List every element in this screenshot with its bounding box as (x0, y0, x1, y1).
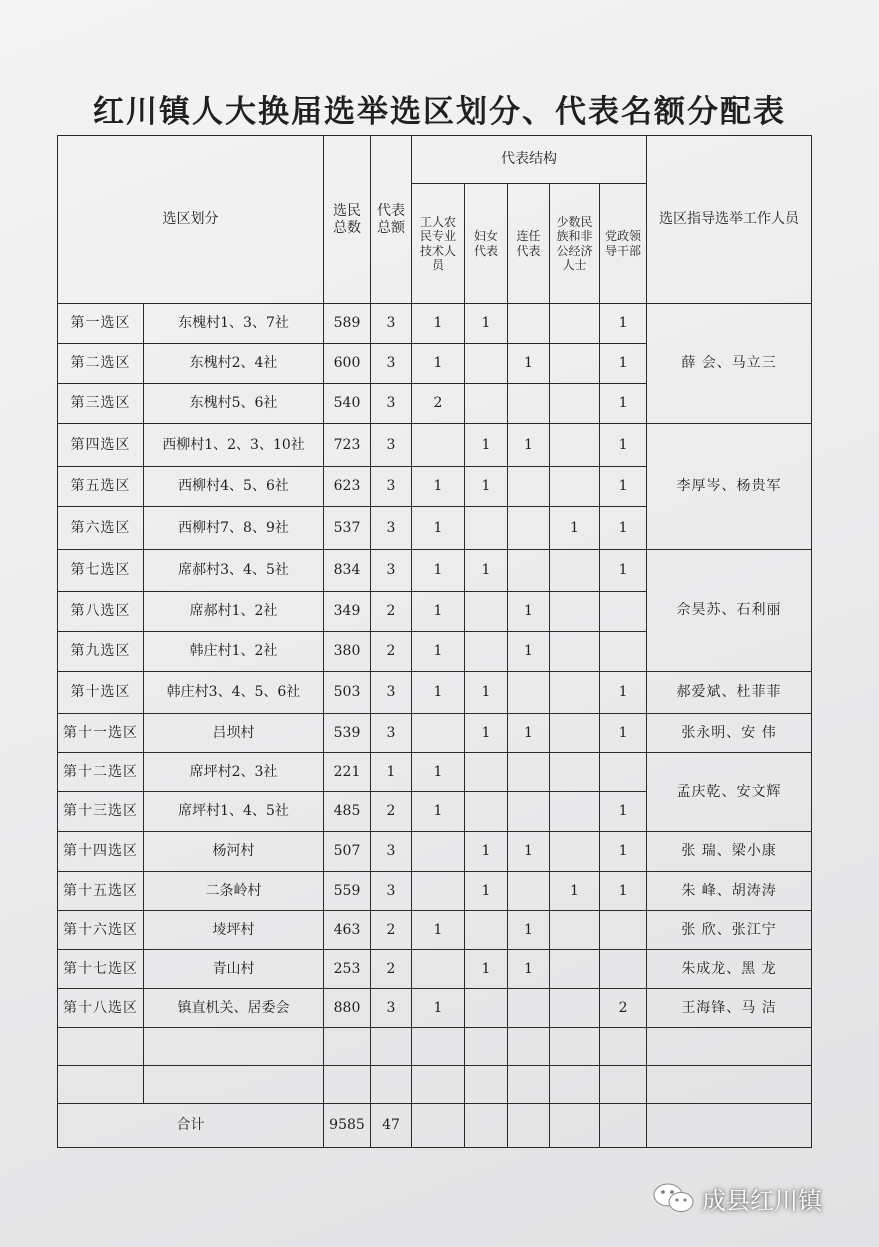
cell-empty (550, 1066, 600, 1104)
cell-minority (550, 344, 600, 384)
table-row (58, 832, 812, 872)
header-workers: 工人农民专业技术人员 (412, 184, 465, 304)
cell-empty (144, 1066, 324, 1104)
cell-area: 堎坪村 (144, 911, 324, 950)
cell-workers: 1 (412, 911, 465, 950)
cell-reelected: 1 (508, 424, 550, 467)
cell-voters: 380 (324, 632, 371, 672)
cell-empty (508, 1066, 550, 1104)
cell-party (600, 753, 647, 792)
cell-reelected (508, 304, 550, 344)
cell-district: 第十六选区 (58, 911, 144, 950)
cell-total: 3 (371, 872, 412, 911)
header-staff: 选区指导选举工作人员 (647, 136, 812, 304)
header-division: 选区划分 (58, 136, 324, 304)
cell-empty (508, 1104, 550, 1148)
cell-party (600, 950, 647, 989)
cell-total: 3 (371, 550, 412, 592)
cell-workers (412, 714, 465, 753)
cell-total: 2 (371, 632, 412, 672)
table-row (58, 911, 812, 950)
cell-party: 2 (600, 989, 647, 1028)
cell-empty (600, 1066, 647, 1104)
cell-minority (550, 753, 600, 792)
cell-empty (324, 1066, 371, 1104)
cell-total: 3 (371, 507, 412, 550)
cell-party: 1 (600, 832, 647, 872)
cell-district: 第十八选区 (58, 989, 144, 1028)
header-reelected: 连任代表 (508, 184, 550, 304)
cell-voters: 463 (324, 911, 371, 950)
cell-minority (550, 672, 600, 714)
cell-district: 第十一选区 (58, 714, 144, 753)
cell-empty (412, 1028, 465, 1066)
cell-area: 杨河村 (144, 832, 324, 872)
cell-party: 1 (600, 872, 647, 911)
cell-party: 1 (600, 304, 647, 344)
cell-voters: 253 (324, 950, 371, 989)
cell-district: 第四选区 (58, 424, 144, 467)
cell-women: 1 (465, 832, 508, 872)
cell-empty (647, 1104, 812, 1148)
cell-voters: 559 (324, 872, 371, 911)
watermark-text: 成县红川镇 (702, 1186, 822, 1215)
cell-minority (550, 467, 600, 507)
cell-women (465, 344, 508, 384)
cell-district: 第十七选区 (58, 950, 144, 989)
cell-empty (600, 1104, 647, 1148)
totals-row (58, 1104, 812, 1148)
cell-total: 3 (371, 304, 412, 344)
cell-party: 1 (600, 344, 647, 384)
cell-staff: 孟庆乾、安文辉 (647, 753, 812, 832)
empty-row (58, 1066, 812, 1104)
table-row (58, 950, 812, 989)
cell-district: 第七选区 (58, 550, 144, 592)
cell-workers: 1 (412, 467, 465, 507)
cell-district: 第八选区 (58, 592, 144, 632)
cell-women: 1 (465, 714, 508, 753)
cell-area: 席郝村3、4、5社 (144, 550, 324, 592)
cell-women: 1 (465, 950, 508, 989)
cell-women: 1 (465, 550, 508, 592)
cell-voters: 723 (324, 424, 371, 467)
header-minority: 少数民族和非公经济人士 (550, 184, 600, 304)
cell-area: 韩庄村3、4、5、6社 (144, 672, 324, 714)
cell-area: 吕坝村 (144, 714, 324, 753)
cell-party: 1 (600, 507, 647, 550)
cell-voters: 880 (324, 989, 371, 1028)
cell-reelected (508, 672, 550, 714)
cell-workers: 1 (412, 507, 465, 550)
cell-voters: 600 (324, 344, 371, 384)
cell-total: 3 (371, 424, 412, 467)
cell-workers: 1 (412, 304, 465, 344)
table-row (58, 989, 812, 1028)
cell-area: 韩庄村1、2社 (144, 632, 324, 672)
cell-women: 1 (465, 672, 508, 714)
cell-minority (550, 989, 600, 1028)
cell-staff: 朱成龙、黑 龙 (647, 950, 812, 989)
cell-district: 第二选区 (58, 344, 144, 384)
cell-area: 二条岭村 (144, 872, 324, 911)
cell-voters: 540 (324, 384, 371, 424)
cell-empty (58, 1028, 144, 1066)
cell-reelected (508, 467, 550, 507)
cell-party: 1 (600, 384, 647, 424)
cell-empty (58, 1066, 144, 1104)
totals-voters: 9585 (324, 1104, 371, 1148)
cell-empty (371, 1028, 412, 1066)
cell-minority (550, 911, 600, 950)
header-women: 妇女代表 (465, 184, 508, 304)
cell-area: 席坪村2、3社 (144, 753, 324, 792)
cell-women (465, 989, 508, 1028)
cell-area: 西柳村1、2、3、10社 (144, 424, 324, 467)
cell-total: 2 (371, 950, 412, 989)
cell-voters: 834 (324, 550, 371, 592)
cell-district: 第三选区 (58, 384, 144, 424)
cell-area: 东槐村2、4社 (144, 344, 324, 384)
cell-reelected (508, 384, 550, 424)
cell-empty (508, 1028, 550, 1066)
table-row (58, 424, 812, 467)
cell-minority (550, 632, 600, 672)
cell-area: 席坪村1、4、5社 (144, 792, 324, 832)
cell-minority (550, 384, 600, 424)
cell-women (465, 592, 508, 632)
cell-workers (412, 424, 465, 467)
cell-party: 1 (600, 550, 647, 592)
cell-empty (647, 1066, 812, 1104)
cell-total: 2 (371, 592, 412, 632)
cell-district: 第十五选区 (58, 872, 144, 911)
cell-party: 1 (600, 672, 647, 714)
cell-empty (324, 1028, 371, 1066)
cell-area: 镇直机关、居委会 (144, 989, 324, 1028)
cell-women: 1 (465, 424, 508, 467)
cell-women: 1 (465, 467, 508, 507)
cell-minority (550, 714, 600, 753)
cell-staff: 朱 峰、胡涛涛 (647, 872, 812, 911)
cell-total: 3 (371, 384, 412, 424)
cell-district: 第十四选区 (58, 832, 144, 872)
cell-party (600, 632, 647, 672)
cell-voters: 485 (324, 792, 371, 832)
cell-staff: 张 欣、张江宁 (647, 911, 812, 950)
cell-workers: 1 (412, 753, 465, 792)
cell-workers (412, 950, 465, 989)
cell-workers: 1 (412, 550, 465, 592)
empty-row (58, 1028, 812, 1066)
cell-total: 3 (371, 672, 412, 714)
cell-reelected (508, 753, 550, 792)
header-party: 党政领导干部 (600, 184, 647, 304)
cell-women (465, 753, 508, 792)
cell-empty (465, 1066, 508, 1104)
cell-minority (550, 304, 600, 344)
cell-staff: 王海锋、马 洁 (647, 989, 812, 1028)
cell-minority (550, 424, 600, 467)
cell-voters: 539 (324, 714, 371, 753)
watermark (652, 1178, 822, 1218)
cell-party: 1 (600, 792, 647, 832)
cell-women (465, 507, 508, 550)
cell-total: 2 (371, 911, 412, 950)
cell-party (600, 592, 647, 632)
cell-empty (465, 1104, 508, 1148)
cell-voters: 349 (324, 592, 371, 632)
cell-minority (550, 550, 600, 592)
cell-reelected (508, 872, 550, 911)
cell-empty (371, 1066, 412, 1104)
cell-minority (550, 792, 600, 832)
cell-party (600, 911, 647, 950)
cell-total: 3 (371, 832, 412, 872)
table-row (58, 672, 812, 714)
cell-workers: 2 (412, 384, 465, 424)
cell-minority: 1 (550, 507, 600, 550)
cell-party: 1 (600, 467, 647, 507)
cell-staff: 佘昊苏、石利丽 (647, 550, 812, 672)
table-row (58, 304, 812, 344)
header-structure: 代表结构 (412, 136, 647, 184)
wechat-icon (652, 1181, 696, 1215)
cell-workers: 1 (412, 632, 465, 672)
cell-voters: 589 (324, 304, 371, 344)
cell-reelected (508, 507, 550, 550)
header-row-1 (58, 136, 812, 184)
table-row (58, 714, 812, 753)
cell-minority (550, 592, 600, 632)
cell-voters: 507 (324, 832, 371, 872)
totals-deputies: 47 (371, 1104, 412, 1148)
cell-reelected: 1 (508, 632, 550, 672)
cell-reelected: 1 (508, 950, 550, 989)
cell-district: 第五选区 (58, 467, 144, 507)
cell-voters: 623 (324, 467, 371, 507)
cell-empty (465, 1028, 508, 1066)
cell-workers (412, 832, 465, 872)
table-row (58, 753, 812, 792)
totals-label: 合计 (58, 1104, 324, 1148)
cell-reelected (508, 792, 550, 832)
cell-workers: 1 (412, 592, 465, 632)
cell-empty (412, 1066, 465, 1104)
cell-empty (412, 1104, 465, 1148)
cell-total: 1 (371, 753, 412, 792)
allocation-table (57, 135, 812, 1148)
cell-empty (550, 1104, 600, 1148)
cell-reelected: 1 (508, 344, 550, 384)
cell-district: 第十选区 (58, 672, 144, 714)
cell-workers: 1 (412, 672, 465, 714)
cell-women: 1 (465, 872, 508, 911)
header-total-deputies: 代表总额 (371, 136, 412, 304)
cell-total: 3 (371, 467, 412, 507)
cell-total: 3 (371, 344, 412, 384)
cell-total: 2 (371, 792, 412, 832)
cell-area: 东槐村1、3、7社 (144, 304, 324, 344)
cell-staff: 李厚岑、杨贵军 (647, 424, 812, 550)
cell-district: 第一选区 (58, 304, 144, 344)
cell-area: 西柳村7、8、9社 (144, 507, 324, 550)
cell-district: 第六选区 (58, 507, 144, 550)
cell-voters: 537 (324, 507, 371, 550)
cell-empty (647, 1028, 812, 1066)
cell-women (465, 632, 508, 672)
cell-workers: 1 (412, 989, 465, 1028)
cell-women: 1 (465, 304, 508, 344)
cell-reelected (508, 989, 550, 1028)
cell-voters: 503 (324, 672, 371, 714)
cell-workers: 1 (412, 344, 465, 384)
cell-workers: 1 (412, 792, 465, 832)
cell-reelected: 1 (508, 911, 550, 950)
table-row (58, 550, 812, 592)
cell-minority (550, 832, 600, 872)
cell-women (465, 384, 508, 424)
cell-district: 第十三选区 (58, 792, 144, 832)
cell-empty (144, 1028, 324, 1066)
cell-staff: 薛 会、马立三 (647, 304, 812, 424)
cell-women (465, 792, 508, 832)
cell-district: 第十二选区 (58, 753, 144, 792)
cell-area: 西柳村4、5、6社 (144, 467, 324, 507)
cell-reelected (508, 550, 550, 592)
cell-empty (550, 1028, 600, 1066)
cell-minority (550, 950, 600, 989)
cell-voters: 221 (324, 753, 371, 792)
cell-party: 1 (600, 424, 647, 467)
cell-staff: 郝爱斌、杜菲菲 (647, 672, 812, 714)
cell-staff: 张永明、安 伟 (647, 714, 812, 753)
cell-total: 3 (371, 714, 412, 753)
cell-reelected: 1 (508, 592, 550, 632)
cell-empty (600, 1028, 647, 1066)
cell-workers (412, 872, 465, 911)
cell-area: 青山村 (144, 950, 324, 989)
cell-total: 3 (371, 989, 412, 1028)
cell-women (465, 911, 508, 950)
document-title: 红川镇人大换届选举选区划分、代表名额分配表 (93, 94, 786, 130)
cell-staff: 张 瑞、梁小康 (647, 832, 812, 872)
cell-area: 席郝村1、2社 (144, 592, 324, 632)
table-row (58, 872, 812, 911)
cell-reelected: 1 (508, 714, 550, 753)
cell-area: 东槐村5、6社 (144, 384, 324, 424)
cell-district: 第九选区 (58, 632, 144, 672)
cell-reelected: 1 (508, 832, 550, 872)
cell-party: 1 (600, 714, 647, 753)
header-voters: 选民总数 (324, 136, 371, 304)
cell-minority: 1 (550, 872, 600, 911)
